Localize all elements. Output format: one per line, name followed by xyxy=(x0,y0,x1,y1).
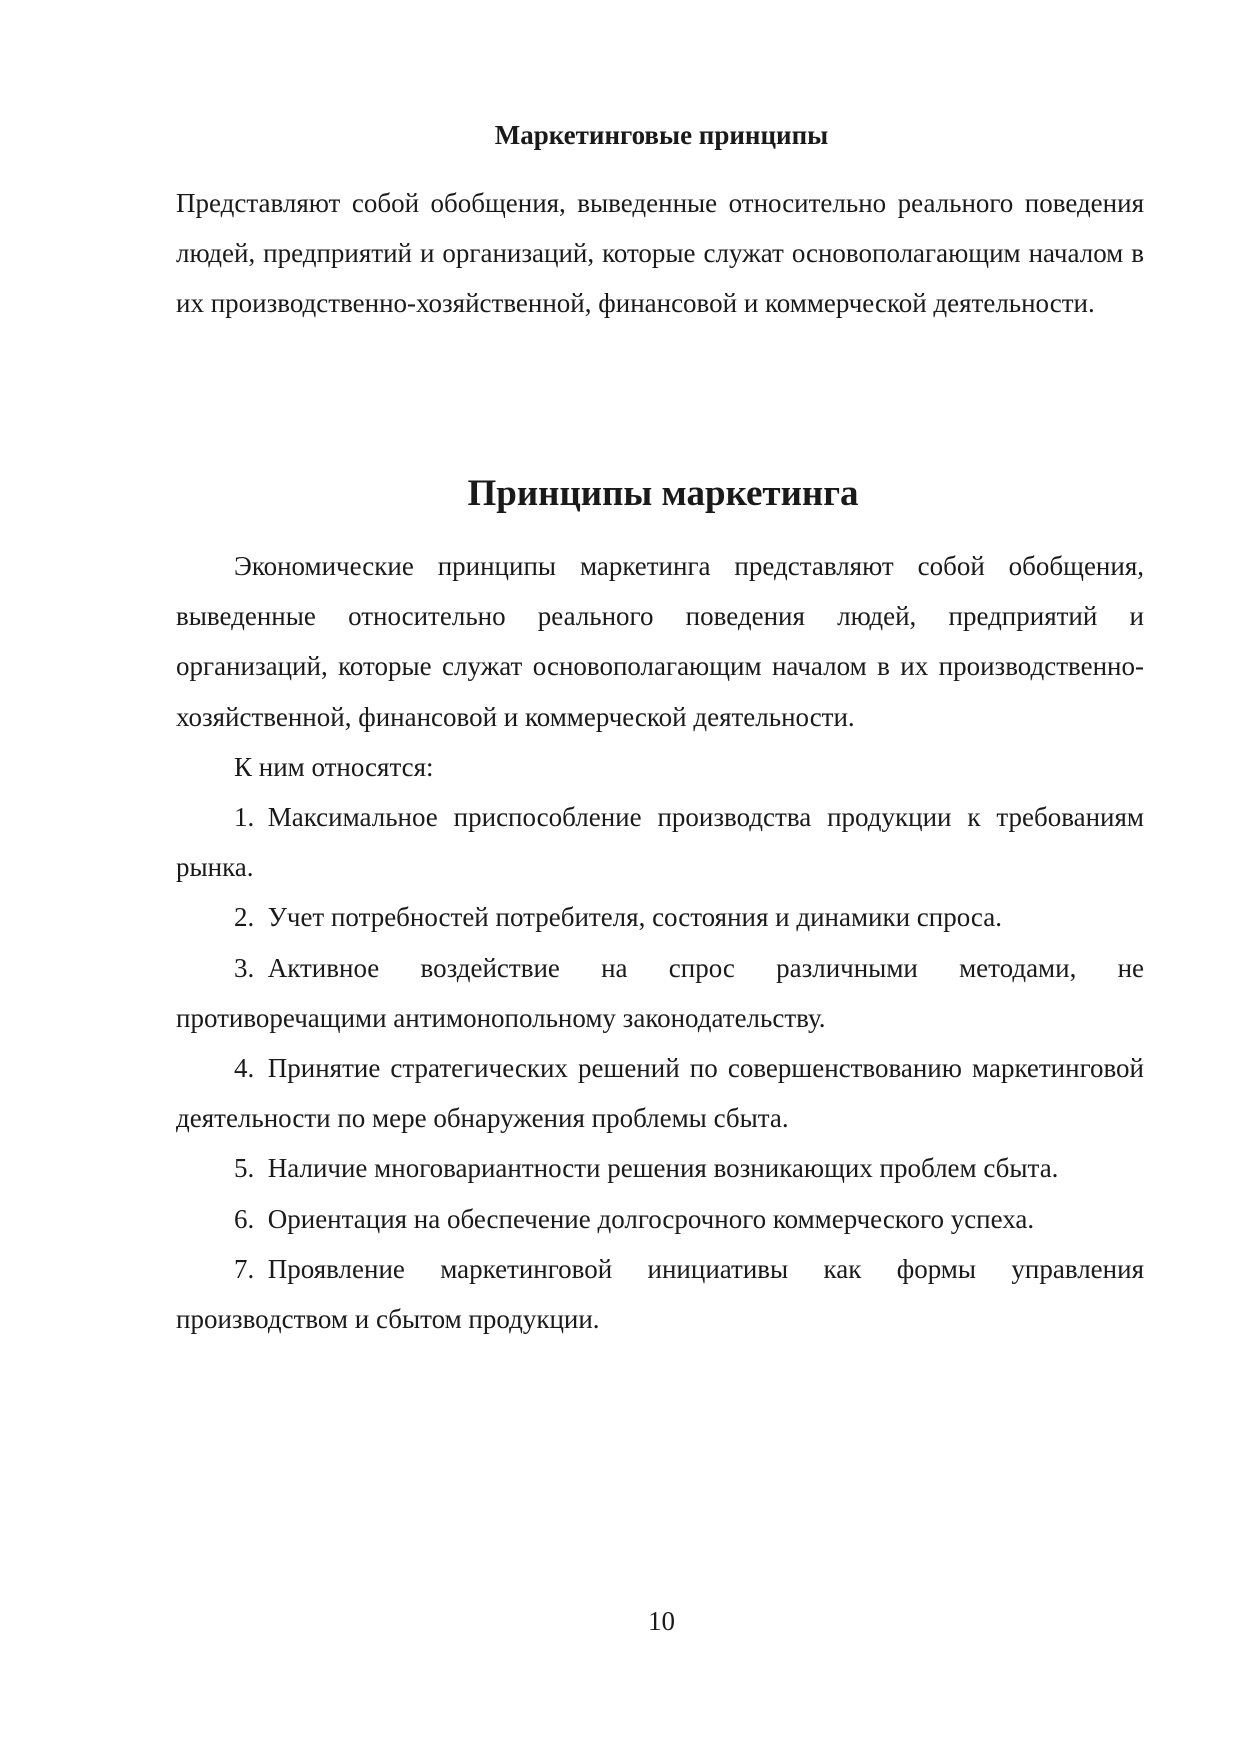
list-item xyxy=(176,1143,1144,1193)
definition-block xyxy=(176,178,1144,329)
list-item xyxy=(176,1043,1144,1143)
list-item-number: 7. xyxy=(234,1253,255,1284)
list-item-number: 4. xyxy=(234,1053,255,1084)
list-item-number: 3. xyxy=(234,952,255,983)
page-number: 10 xyxy=(648,1606,675,1636)
list-item-text: Учет потребностей потребителя, состояния и динамики спроса. xyxy=(267,902,1002,933)
section-heading-marketing-principles: Маркетинговые принципы xyxy=(494,120,829,150)
definition-paragraph: Представляют собой обобщения, выведенные относительно реального поведения людей, предприятий и организаций, которые служат основополагающим началом в их производственно-хозяйственной, финансовой и коммерческой деятельности. xyxy=(176,188,1144,319)
list-item xyxy=(176,1194,1144,1244)
list-item-number: 6. xyxy=(234,1203,255,1234)
list-item-text: Активное воздействие на спрос различными методами, не противоречащими антимонопольному законодательству. xyxy=(176,952,1144,1033)
list-item-number: 2. xyxy=(234,902,255,933)
list-item xyxy=(176,892,1144,942)
list-item-number: 1. xyxy=(234,802,255,833)
list-item-text: Ориентация на обеспечение долгосрочного коммерческого успеха. xyxy=(267,1203,1035,1234)
list-item xyxy=(176,1244,1144,1344)
list-item-number: 5. xyxy=(234,1153,255,1184)
section-heading-principles-of-marketing: Принципы маркетинга xyxy=(467,473,859,514)
principles-body xyxy=(176,541,1144,1344)
list-item xyxy=(176,792,1144,892)
list-item-text: Максимальное приспособление производства продукции к требованиям рынка. xyxy=(176,802,1144,883)
principles-intro-paragraph: Экономические принципы маркетинга представляют собой обобщения, выведенные относительно реального поведения людей, предприятий и организаций, которые служат основополагающим началом в их производственно-хозяйственной, финансовой и коммерческой деятельности. xyxy=(176,551,1144,732)
principles-lead-line: К ним относятся: xyxy=(234,751,434,782)
list-item xyxy=(176,943,1144,1043)
list-item-text: Принятие стратегических решений по совершенствованию маркетинговой деятельности по мере обнаружения проблемы сбыта. xyxy=(176,1053,1144,1134)
list-item-text: Наличие многовариантности решения возникающих проблем сбыта. xyxy=(267,1153,1059,1184)
list-item-text: Проявление маркетинговой инициативы как формы управления производством и сбытом продукции. xyxy=(176,1253,1144,1335)
